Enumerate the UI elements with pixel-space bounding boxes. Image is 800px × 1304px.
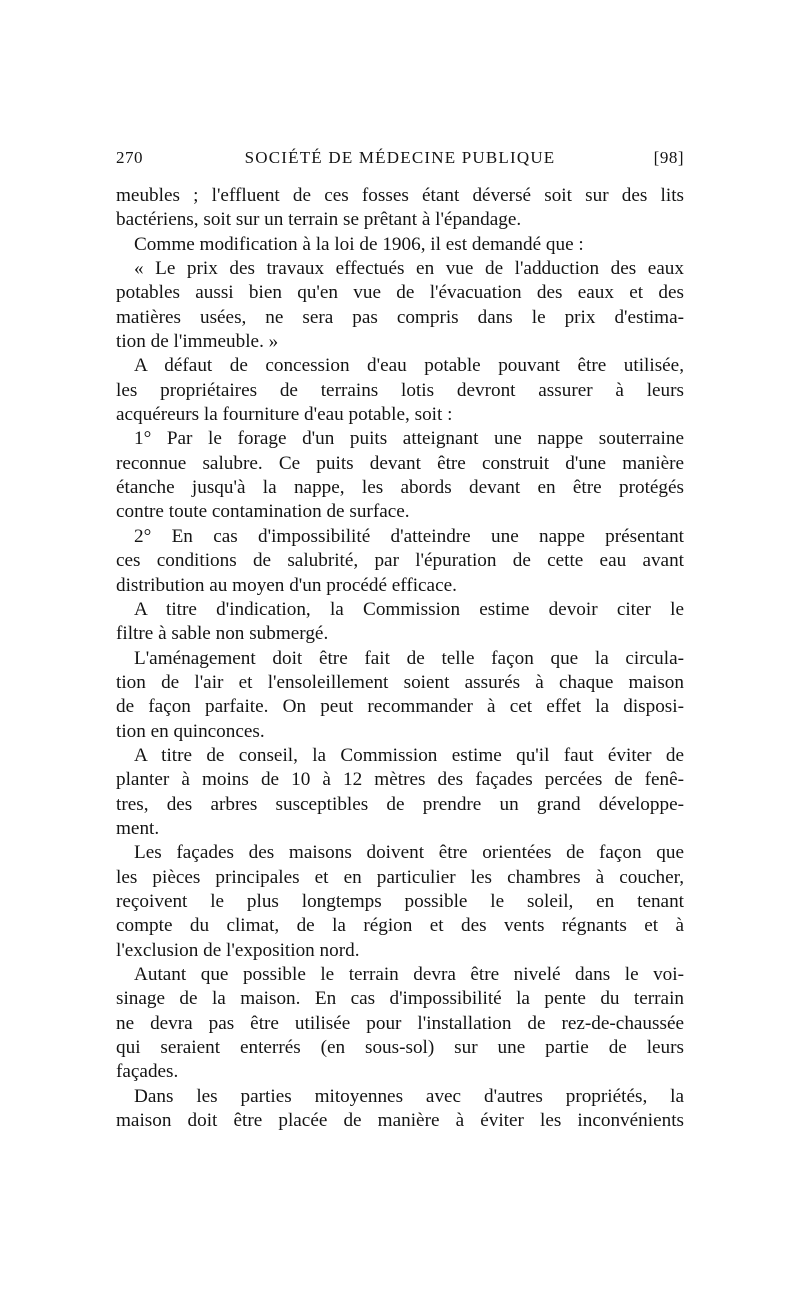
text-line: façades.: [116, 1061, 179, 1083]
text-line: acquéreurs la fourniture d'eau potable, soit :: [116, 404, 453, 426]
text-line: A titre de conseil, la Commission estime qu'il faut éviter de: [134, 744, 684, 766]
text-line: compte du climat, de la région et des vents régnants et à: [116, 915, 684, 937]
text-line: l'exclusion de l'exposition nord.: [116, 939, 360, 961]
text-line: A défaut de concession d'eau potable pouvant être utilisée,: [134, 355, 684, 377]
text-line: meubles ; l'effluent de ces fosses étant déversé soit sur des lits: [116, 185, 684, 206]
text-line: « Le prix des travaux effectués en vue de l'adduction des eaux: [134, 258, 684, 280]
text-line: tion de l'immeuble. »: [116, 331, 279, 353]
text-line: filtre à sable non submergé.: [116, 623, 329, 645]
text-line: potables aussi bien qu'en vue de l'évacuation des eaux et des: [116, 282, 684, 304]
body-text: [116, 184, 684, 1133]
text-line: maison doit être placée de manière à éviter les inconvénients: [116, 1110, 684, 1132]
text-line: étanche jusqu'à la nappe, les abords devant en être protégés: [116, 477, 684, 499]
running-head: [116, 148, 684, 172]
text-line: matières usées, ne sera pas compris dans le prix d'estima-: [116, 306, 684, 328]
text-line: planter à moins de 10 à 12 mètres des façades percées de fenê-: [116, 769, 684, 791]
text-line: qui seraient enterrés (en sous-sol) sur une partie de leurs: [116, 1037, 684, 1059]
text-line: Comme modification à la loi de 1906, il est demandé que :: [134, 233, 584, 255]
page-number: 270: [116, 148, 143, 167]
text-line: les propriétaires de terrains lotis devront assurer à leurs: [116, 379, 684, 401]
text-line: ment.: [116, 817, 160, 839]
text-line: de façon parfaite. On peut recommander à cet effet la disposi-: [116, 696, 684, 718]
running-title: SOCIÉTÉ DE MÉDECINE PUBLIQUE: [244, 148, 556, 167]
text-line: Les façades des maisons doivent être orientées de façon que: [134, 842, 684, 864]
text-line: distribution au moyen d'un procédé efficace.: [116, 574, 457, 596]
text-line: les pièces principales et en particulier les chambres à coucher,: [116, 866, 684, 888]
text-line: reçoivent le plus longtemps possible le soleil, en tenant: [116, 890, 684, 912]
text-line: 1° Par le forage d'un puits atteignant une nappe souterraine: [134, 428, 684, 450]
text-line: reconnue salubre. Ce puits devant être construit d'une manière: [116, 452, 684, 474]
text-line: L'aménagement doit être fait de telle façon que la circula-: [134, 647, 684, 669]
text-line: ne devra pas être utilisée pour l'installation de rez-de-chaussée: [116, 1012, 684, 1034]
text-line: tion en quinconces.: [116, 720, 265, 742]
text-line: ces conditions de salubrité, par l'épuration de cette eau avant: [116, 550, 684, 572]
text-line: 2° En cas d'impossibilité d'atteindre une nappe présentant: [134, 525, 684, 547]
text-line: contre toute contamination de surface.: [116, 501, 410, 523]
text-line: Autant que possible le terrain devra être nivelé dans le voi-: [134, 964, 684, 985]
text-line: bactériens, soit sur un terrain se prêtant à l'épandage.: [116, 209, 522, 231]
folio-number: [98]: [653, 148, 684, 167]
text-line: tion de l'air et l'ensoleillement soient assurés à chaque maison: [116, 671, 684, 693]
text-line: A titre d'indication, la Commission estime devoir citer le: [134, 598, 684, 620]
text-line: sinage de la maison. En cas d'impossibilité la pente du terrain: [116, 988, 684, 1010]
text-line: Dans les parties mitoyennes avec d'autres propriétés, la: [134, 1085, 684, 1107]
text-line: tres, des arbres susceptibles de prendre un grand développe-: [116, 793, 684, 815]
